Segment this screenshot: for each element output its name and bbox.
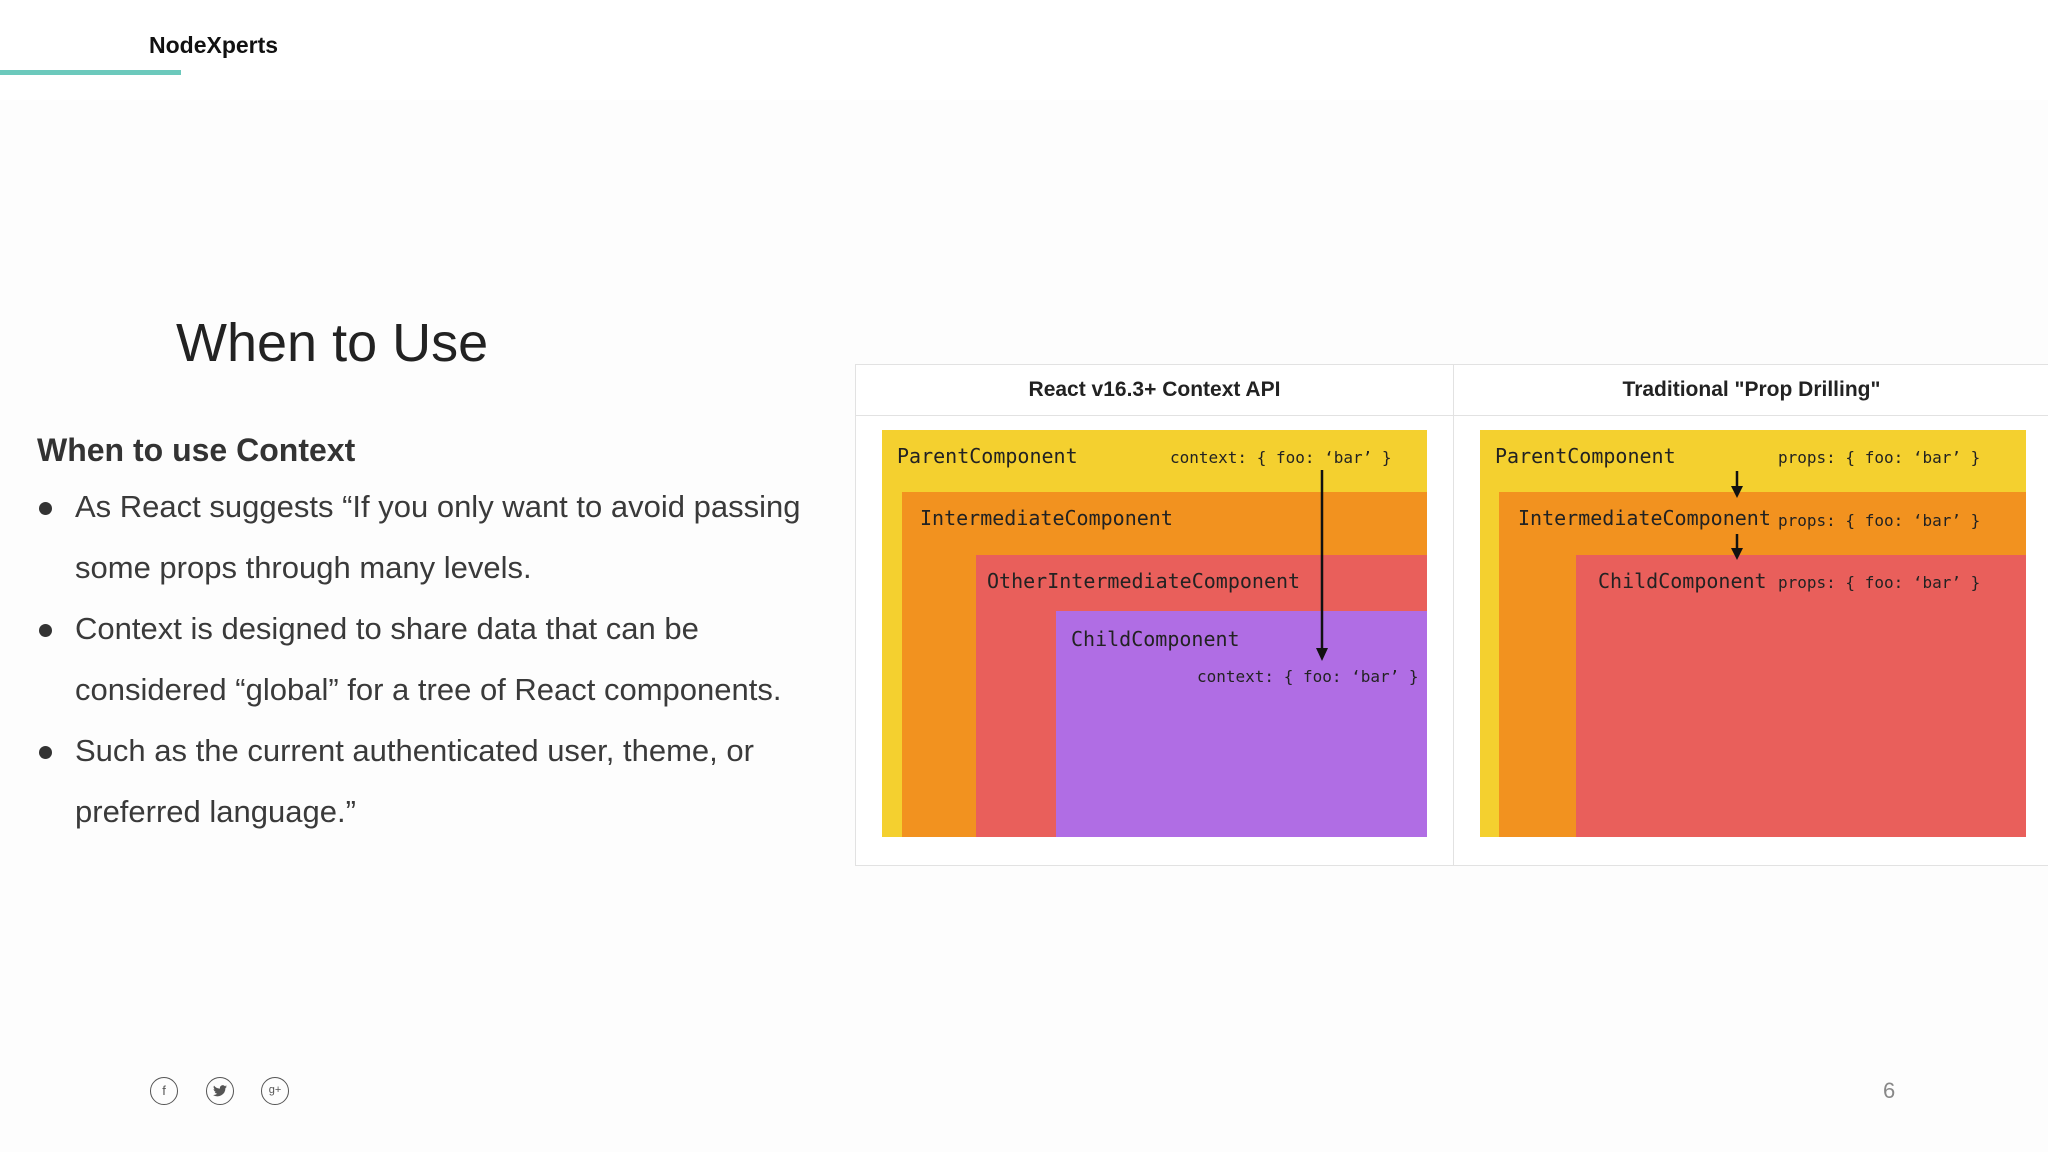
google-plus-icon[interactable]: g+: [261, 1077, 289, 1105]
section-subheading: When to use Context: [37, 432, 356, 468]
brand-logo: NodeXperts: [149, 32, 279, 58]
left-parent-label: ParentComponent: [897, 444, 1078, 468]
left-intermediate-label: IntermediateComponent: [920, 506, 1173, 530]
right-child-props-code: props: { foo: ‘bar’ }: [1778, 573, 1981, 592]
twitter-icon[interactable]: [206, 1077, 234, 1105]
right-parent-props-code: props: { foo: ‘bar’ }: [1778, 448, 1981, 467]
left-context-arrow: [856, 365, 1453, 865]
right-child-label: ChildComponent: [1598, 569, 1767, 593]
bullet-item: Context is designed to share data that can be considered “global” for a tree of React components.: [37, 598, 837, 720]
right-intermediate-props-code: props: { foo: ‘bar’ }: [1778, 511, 1981, 530]
left-other-intermediate-label: OtherIntermediateComponent: [987, 569, 1301, 593]
bullet-dot: [39, 624, 52, 637]
context-vs-prop-drilling-diagram: [855, 364, 2048, 866]
page-number: 6: [1883, 1078, 1896, 1103]
right-panel-header: Traditional "Prop Drilling": [1454, 365, 2048, 416]
left-child-label: ChildComponent: [1071, 627, 1240, 651]
bullet-item: Such as the current authenticated user, theme, or preferred language.”: [37, 720, 837, 842]
brand-accent-line: [0, 70, 181, 75]
left-panel-header: React v16.3+ Context API: [856, 365, 1453, 416]
right-parent-label: ParentComponent: [1495, 444, 1676, 468]
facebook-icon[interactable]: f: [150, 1077, 178, 1105]
right-prop-arrows: [1454, 365, 2048, 865]
slide-title: When to Use: [176, 313, 489, 373]
left-parent-context-code: context: { foo: ‘bar’ }: [1170, 448, 1392, 467]
right-intermediate-label: IntermediateComponent: [1518, 506, 1771, 530]
bullet-dot: [39, 502, 52, 515]
twitter-bird-glyph: [213, 1085, 227, 1097]
bullet-dot: [39, 746, 52, 759]
left-child-context-code: context: { foo: ‘bar’ }: [1197, 667, 1419, 686]
bullet-item: As React suggests “If you only want to avoid passing some props through many levels.: [37, 476, 837, 598]
bullet-list: [37, 476, 837, 842]
